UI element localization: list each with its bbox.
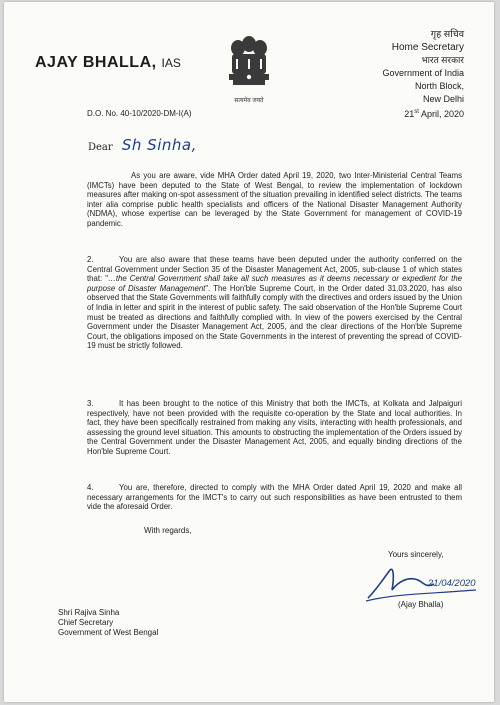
government: Government of India [382, 68, 464, 78]
author-suffix: IAS [161, 56, 181, 70]
reference-number: D.O. No. 40-10/2020-DM-I(A) [87, 109, 192, 118]
office: North Block, [414, 81, 464, 91]
signature-date: 21/04/2020 [428, 578, 476, 589]
city: New Delhi [422, 94, 464, 104]
author-name-text: AJAY BHALLA, [35, 54, 157, 71]
addressee-title: Chief Secretary [58, 617, 114, 627]
designation-block [382, 28, 464, 121]
addressee-block [58, 608, 158, 637]
signatory-name: (Ajay Bhalla) [398, 600, 444, 609]
paragraph-1: As you are aware, vide MHA Order dated April 19, 2020, two Inter-Ministerial Central Teams (IMCTs) have been deputed to the State of West Bengal, to review the implementation of lockdown measures after making on-spot assessment of the situation prevailing in identified select districts. The teams inter alia comprise public health specialists and officers of the National Disaster Management Authority (NDMA), whose expertise can be leveraged by the State Government for management of COVID-19 pandemic. [87, 171, 462, 228]
paragraph-4: 4. You are, therefore, directed to comply with the MHA Order dated April 19, 2020 and make all necessary arrangements for the IMCT's to carry out such responsibilities as have been entrusted to them vide the aforesaid Order. [87, 483, 462, 512]
national-emblem-icon [223, 32, 275, 92]
letter-page [4, 2, 494, 702]
emblem-motto: सत्यमेव जयते [234, 98, 264, 104]
paragraph-3: 3. It has been brought to the notice of this Ministry that both the IMCTs, at Kolkata and Jalpaiguri respectively, have not been provided with the requisite co-operation by the State and local authorities. In fact, they have been specifically restrained from making any visits, interacting with health professionals, and assessing the ground level situation. This amounts to obstructing the implementation of the Orders issued by the Central Government under the Disaster Management Act, 2005, and equally binding directions of the Hon'ble Supreme Court. [87, 399, 462, 456]
salutation-dear: Dear [88, 142, 113, 153]
designation: Home Secretary [391, 42, 464, 53]
closing-regards: With regards, [144, 526, 192, 535]
salutation [88, 136, 197, 154]
designation-hindi: गृह सचिव [430, 29, 464, 40]
addressee-name: Shri Rajiva Sinha [58, 608, 120, 617]
handwritten-salutation: Sh Sinha, [121, 136, 197, 154]
country-hindi: भारत सरकार [421, 55, 464, 65]
letter-date: 21st April, 2020 [404, 109, 464, 119]
paragraph-2: 2. You are also aware that these teams have been deputed under the authority conferred on the Central Government under Section 35 of the Disaster Management Act, 2005, sub-clause 1 of which states that: "…the Central Government shall take all such measures as it deems necessary or expedient for the purpose of Disaster Management". The Hon'ble Supreme Court, in the Order dated 31.03.2020, has also observed that the State Governments will faithfully comply with the directives and orders issued by the Union of India in letter and spirit in the interest of public safety. The said observation of the Hon'ble Supreme Court must be treated as directions and faithfully complied with. In view of the powers exercised by the Central Government under the Disaster Management Act, 2005, and the clear directions of the Hon'ble Supreme Court, the obligations imposed on the State Governments in the interest of preventing the spread of COVID-19 must be strictly followed. [87, 255, 462, 351]
author-name [35, 54, 181, 72]
addressee-org: Government of West Bengal [58, 627, 159, 637]
yours-sincerely: Yours sincerely, [388, 550, 444, 559]
